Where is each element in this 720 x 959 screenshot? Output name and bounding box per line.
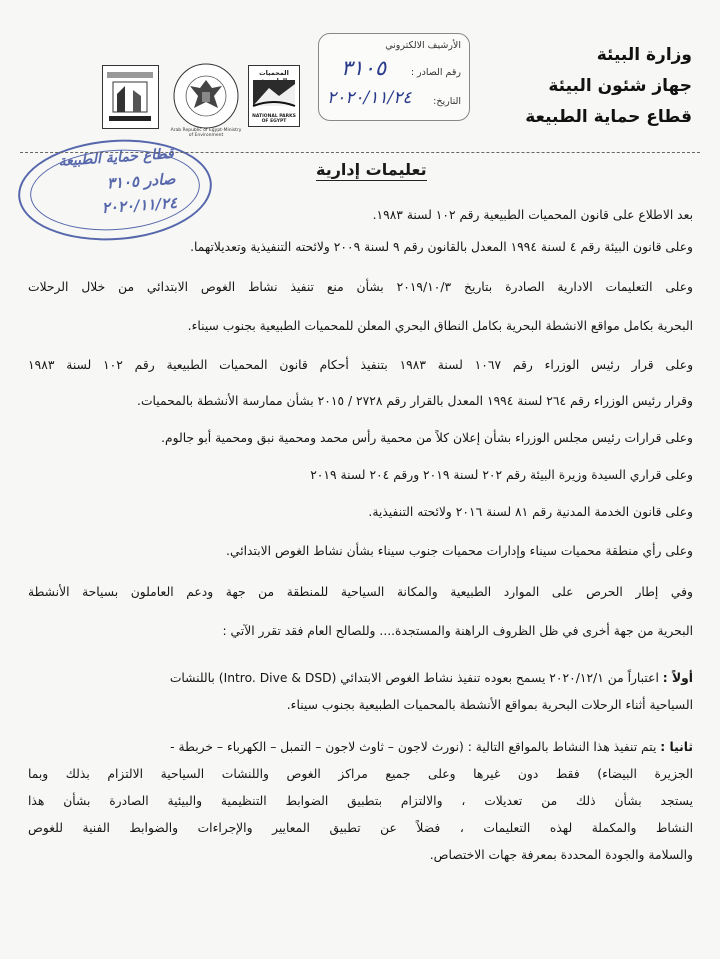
- national-parks-logo-en: NATIONAL PARKS OF EGYPT: [252, 114, 296, 124]
- body-line-3: وعلى التعليمات الادارية الصادرة بتاريخ ٢٠١٩/١٠/٣ بشأن منع تنفيذ نشاط الغوص الابتدائي من خلال الرحلات: [28, 280, 694, 294]
- stamp-line-1: قطاع حماية الطبيعة: [58, 145, 175, 170]
- archive-date-value: ٢٠٢٠/١١/٢٤: [327, 88, 412, 108]
- stamp-line-2: صادر ٣١٠٥: [106, 169, 176, 193]
- item-first-text: اعتباراً من ٢٠٢٠/١٢/١ يسمح بعوده تنفيذ نشاط الغوص الابتدائي (Intro. Dive & DSD) باللنشات: [169, 671, 659, 685]
- item-first-label: أولاً :: [662, 671, 693, 685]
- body-line-4: البحرية بكامل مواقع الانشطة البحرية بكامل النطاق البحري المعلن للمحميات الطبيعية بجنوب سيناء.: [187, 319, 693, 333]
- archive-title: الأرشيف الالكتروني: [385, 40, 461, 51]
- agency-name: جهاز شئون البيئة: [548, 76, 692, 96]
- archive-number-value: ٣١٠٥: [341, 56, 387, 80]
- received-stamp: [15, 133, 216, 246]
- body-line-6: وقرار رئيس الوزراء رقم ٢٦٤ لسنة ١٩٩٤ المعدل بالقرار رقم ٢٧٢٨ / ٢٠١٥ بشأن ممارسة الأنشطة بالمحميات.: [137, 394, 693, 408]
- body-line-7: وعلى قرارات رئيس مجلس الوزراء بشأن إعلان كلاً من محمية رأس محمد ومحمية نبق ومحمية أبو جالوم.: [161, 431, 693, 445]
- building-logo: [102, 65, 159, 129]
- item-second-line-4: النشاط والمكملة لهذه التعليمات ، فضلاً عن تطبيق المعايير والإجراءات والضوابط الفنية للغوص: [28, 821, 693, 835]
- header-divider: [20, 152, 700, 153]
- body-line-8: وعلى قراري السيدة وزيرة البيئة رقم ٢٠٢ لسنة ٢٠١٩ ورقم ٢٠٤ لسنة ٢٠١٩: [310, 468, 693, 482]
- body-line-12: البحرية من جهة أخرى في ظل الظروف الراهنة والمستجدة.... وللصالح العام فقد تقرر الآتي :: [222, 624, 693, 638]
- item-first: [170, 671, 693, 685]
- body-line-10: وعلى رأي منطقة محميات سيناء وإدارات محميات جنوب سيناء بشأن نشاط الغوص الابتدائي.: [226, 544, 693, 558]
- sector-name: قطاع حماية الطبيعة: [525, 107, 692, 127]
- item-second: [170, 740, 693, 754]
- building-icon: [103, 66, 158, 128]
- item-first-continued: السياحية أثناء الرحلات البحرية بمواقع الأنشطة بالمحميات الطبيعية بجنوب سيناء.: [286, 698, 693, 712]
- body-line-11: وفي إطار الحرص على الموارد الطبيعية والمكانة السياحية للمنطقة من جهة ودعم العاملون بسياحة الأنشطة: [28, 585, 693, 599]
- eagle-emblem-icon: [172, 62, 240, 130]
- national-parks-logo: [248, 65, 300, 127]
- item-second-line-5: والسلامة والجودة المحددة بمعرفة جهات الاختصاص.: [429, 848, 693, 862]
- archive-date-label: التاريخ:: [433, 96, 461, 107]
- national-parks-logo-ar: المحميات: [259, 69, 289, 77]
- item-second-text: يتم تنفيذ هذا النشاط بالمواقع التالية : (نورث لاجون – ثاوث لاجون – التمبل – الكهرباء – خربطة -: [170, 740, 657, 754]
- stamp-line-3: ٢٠٢٠/١١/٢٤: [101, 193, 178, 217]
- archive-number-label: رقم الصادر :: [410, 67, 461, 78]
- item-second-line-2: الجزيرة البيضاء) فقط دون غيرها وعلى جميع مراكز الغوص واللنشات السياحية الالتزام بذلك وبما: [28, 767, 693, 781]
- ministry-emblem-caption: Arab Republic of Egypt-Ministry of Environment: [170, 128, 242, 138]
- archive-box: [318, 33, 470, 121]
- organization-header: [525, 40, 692, 133]
- ministry-name: وزارة البيئة: [596, 45, 692, 65]
- item-second-line-3: يستجد بشأن ذلك من تعديلات ، والالتزام بتطبيق الضوابط التنظيمية والبيئية الصادرة بشأن هذا: [28, 794, 693, 808]
- body-line-2: وعلى قانون البيئة رقم ٤ لسنة ١٩٩٤ المعدل بالقانون رقم ٩ لسنة ٢٠٠٩ ولائحته التنفيذية وتعديلاتهما.: [190, 240, 693, 254]
- document-title: تعليمات إدارية: [316, 160, 427, 179]
- item-second-label: ثانيا :: [660, 740, 693, 754]
- body-line-9: وعلى قانون الخدمة المدنية رقم ٨١ لسنة ٢٠١٦ ولائحته التنفيذية.: [368, 505, 693, 519]
- body-line-1: بعد الاطلاع على قانون المحميات الطبيعية رقم ١٠٢ لسنة ١٩٨٣.: [372, 208, 693, 222]
- body-line-5: وعلى قرار رئيس الوزراء رقم ١٠٦٧ لسنة ١٩٨٣ بتنفيذ أحكام قانون المحميات الطبيعية رقم ١٠٢ لسنة ١٩٨٣: [28, 358, 694, 372]
